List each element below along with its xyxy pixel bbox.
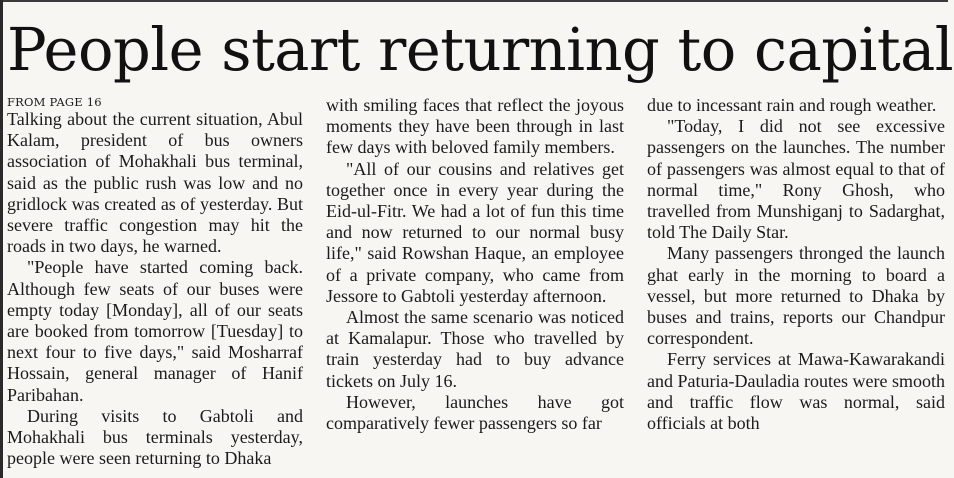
paragraph: Almost the same scenario was noticed at Kamalapur. Those who travelled by train yesterday had to buy advance tickets on July 16. [326, 307, 624, 391]
article-column-1 [7, 95, 303, 469]
paragraph: "People have started coming back. Although few seats of our buses were empty today [Monday], all of our seats are booked from tomorrow [Tuesday] to next four to five days," said Mosharraf Hossain, general manager of Hanif Paribahan. [7, 257, 303, 405]
paragraph: Ferry services at Mawa-Kawarakandi and Paturia-Dauladia routes were smooth and traffic flow was normal, said officials at both [647, 349, 945, 434]
article-column-2 [326, 95, 624, 434]
headline: People start returning to capital [7, 15, 954, 84]
paragraph: "All of our cousins and relatives get together once in every year during the Eid-ul-Fitr. We had a lot of fun this time and now returned to our normal busy life," said Rowshan Haque, an employee of a private company, who came from Jessore to Gabtoli yesterday afternoon. [326, 158, 624, 306]
paragraph: with smiling faces that reflect the joyous moments they have been through in last few days with beloved family members. [326, 95, 624, 158]
jump-line: FROM PAGE 16 [7, 95, 102, 109]
paragraph: "Today, I did not see excessive passengers on the launches. The number of passengers was almost equal to that of normal time," Rony Ghosh, who travelled from Munshiganj to Sadarghat, told The Daily Star. [647, 116, 945, 243]
paragraph: During visits to Gabtoli and Mohakhali bus terminals yesterday, people were seen returning to Dhaka [7, 405, 303, 469]
paragraph: due to incessant rain and rough weather. [647, 95, 937, 115]
top-rule [0, 0, 948, 2]
paragraph: Many passengers thronged the launch ghat early in the morning to board a vessel, but more returned to Dhaka by buses and trains, reports our Chandpur correspondent. [647, 243, 945, 349]
paragraph: However, launches have got comparatively fewer passengers so far [326, 391, 624, 434]
left-rule [0, 0, 3, 478]
article-column-3 [647, 95, 945, 434]
paragraph: Talking about the current situation, Abul Kalam, president of bus owners association of Mohakhali bus terminal, said as the public rush was low and no gridlock was created as of yesterday. But severe traffic congestion may hit the roads in two days, he warned. [7, 109, 303, 257]
